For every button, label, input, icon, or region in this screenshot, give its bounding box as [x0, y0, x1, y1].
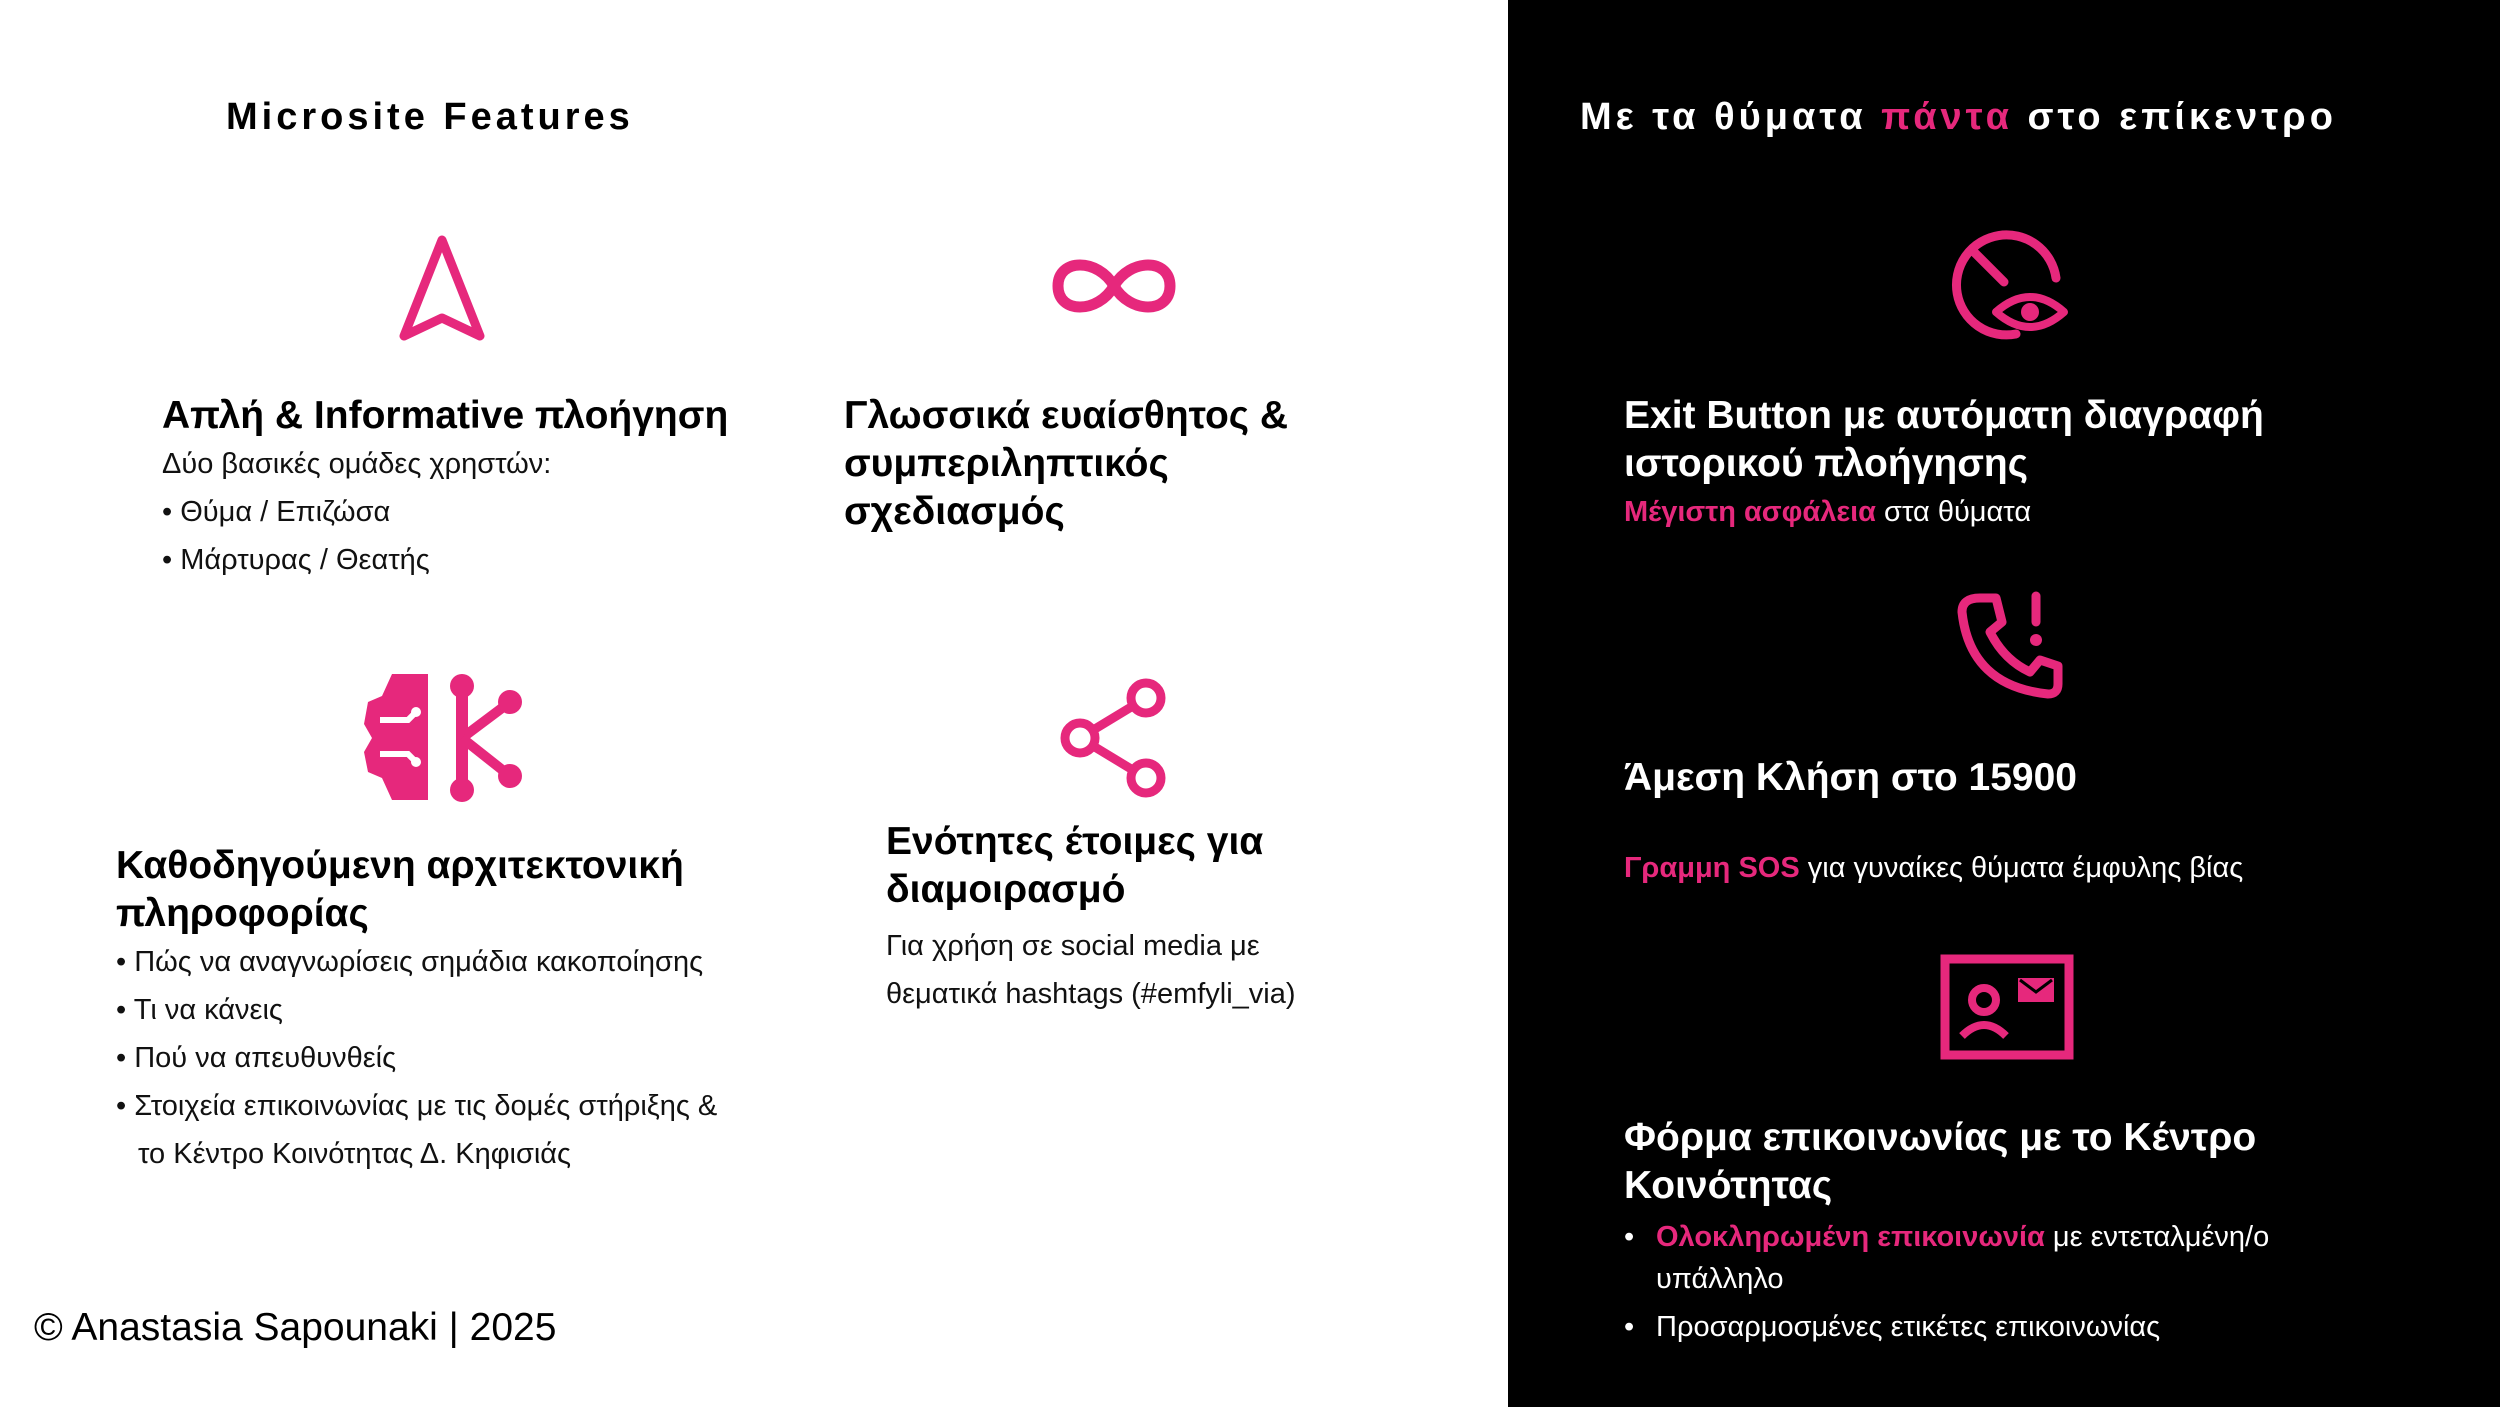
- feature-title: ιστορικού πλοήγησης: [1624, 442, 2028, 485]
- right-heading-post: στο επίκεντρο: [2012, 96, 2337, 138]
- feature-title: Ενότητες έτοιμες για: [886, 820, 1264, 863]
- navigation-arrow-icon: [392, 232, 492, 342]
- right-heading-pre: Με τα θύματα: [1580, 96, 1882, 138]
- contact-form-icon: [1940, 954, 2074, 1060]
- feature-bullet: [1624, 1216, 2464, 1300]
- feature-line: Για χρήση σε social media με: [886, 930, 1260, 962]
- feature-title: Exit Button με αυτόματη διαγραφή: [1624, 394, 2264, 437]
- feature-bullet: • Μάρτυρας / Θεατής: [162, 536, 782, 584]
- phone-alert-icon: [1954, 590, 2066, 702]
- feature-title: Γλωσσικά ευαίσθητος &: [844, 394, 1289, 437]
- rest-text: με εντεταλμένη/ο: [2044, 1221, 2270, 1253]
- copyright-footer: © Anastasia Sapounaki | 2025: [34, 1306, 557, 1349]
- feature-contact-form: [1624, 1114, 2464, 1348]
- feature-bullet: • Πώς να αναγνωρίσεις σημάδια κακοποίησης: [116, 938, 796, 986]
- feature-bullet: • Τι να κάνεις: [116, 986, 796, 1034]
- feature-title: Κοινότητας: [1624, 1164, 1833, 1207]
- left-heading: Microsite Features: [226, 96, 634, 138]
- feature-title: πληροφορίας: [116, 892, 369, 935]
- highlight-text: Μέγιστη ασφάλεια: [1624, 496, 1876, 528]
- rest-text: υπάλληλο: [1656, 1263, 1784, 1295]
- feature-direct-call: [1624, 754, 2444, 892]
- share-icon: [1054, 676, 1174, 800]
- hidden-eye-icon: [1950, 228, 2074, 344]
- right-heading-accent: πάντα: [1881, 96, 2013, 138]
- right-heading: [1580, 96, 2337, 139]
- feature-navigation: [162, 392, 782, 584]
- feature-line: θεματικά hashtags (#emfyli_via): [886, 978, 1296, 1010]
- feature-line: Δύο βασικές ομάδες χρηστών:: [162, 448, 552, 480]
- feature-title: συμπεριληπτικός: [844, 442, 1169, 485]
- rest-text: στα θύματα: [1876, 496, 2032, 528]
- feature-bullet: • Πού να απευθυνθείς: [116, 1034, 796, 1082]
- rest-text: για γυναίκες θύματα έμφυλης βίας: [1799, 852, 2244, 884]
- feature-exit-button: [1624, 392, 2444, 536]
- infinity-icon: [1046, 250, 1182, 322]
- feature-share: [886, 818, 1446, 1018]
- ai-brain-network-icon: [362, 672, 522, 802]
- feature-title: Άμεση Κλήση στο 15900: [1624, 756, 2077, 799]
- highlight-text: Ολοκληρωμένη επικοινωνία: [1656, 1221, 2045, 1253]
- feature-line: [1624, 844, 2444, 892]
- feature-line: το Κέντρο Κοινότητας Δ. Κηφισιάς: [138, 1138, 572, 1170]
- highlight-text: Γραμμη SOS: [1624, 852, 1800, 884]
- feature-language: [844, 392, 1404, 536]
- feature-bullet: • Προσαρμοσμένες ετικέτες επικοινωνίας: [1624, 1306, 2464, 1348]
- feature-title: διαμοιρασμό: [886, 868, 1126, 911]
- feature-architecture: [116, 842, 796, 1178]
- feature-title: σχεδιασμός: [844, 490, 1065, 533]
- feature-title: Φόρμα επικοινωνίας με το Κέντρο: [1624, 1116, 2257, 1159]
- feature-bullet: • Θύμα / Επιζώσα: [162, 488, 782, 536]
- feature-title: Απλή & Informative πλοήγηση: [162, 394, 729, 437]
- feature-line: [1624, 488, 2444, 536]
- feature-bullet: • Στοιχεία επικοινωνίας με τις δομές στήριξης &: [116, 1082, 796, 1130]
- feature-title: Καθοδηγούμενη αρχιτεκτονική: [116, 844, 684, 887]
